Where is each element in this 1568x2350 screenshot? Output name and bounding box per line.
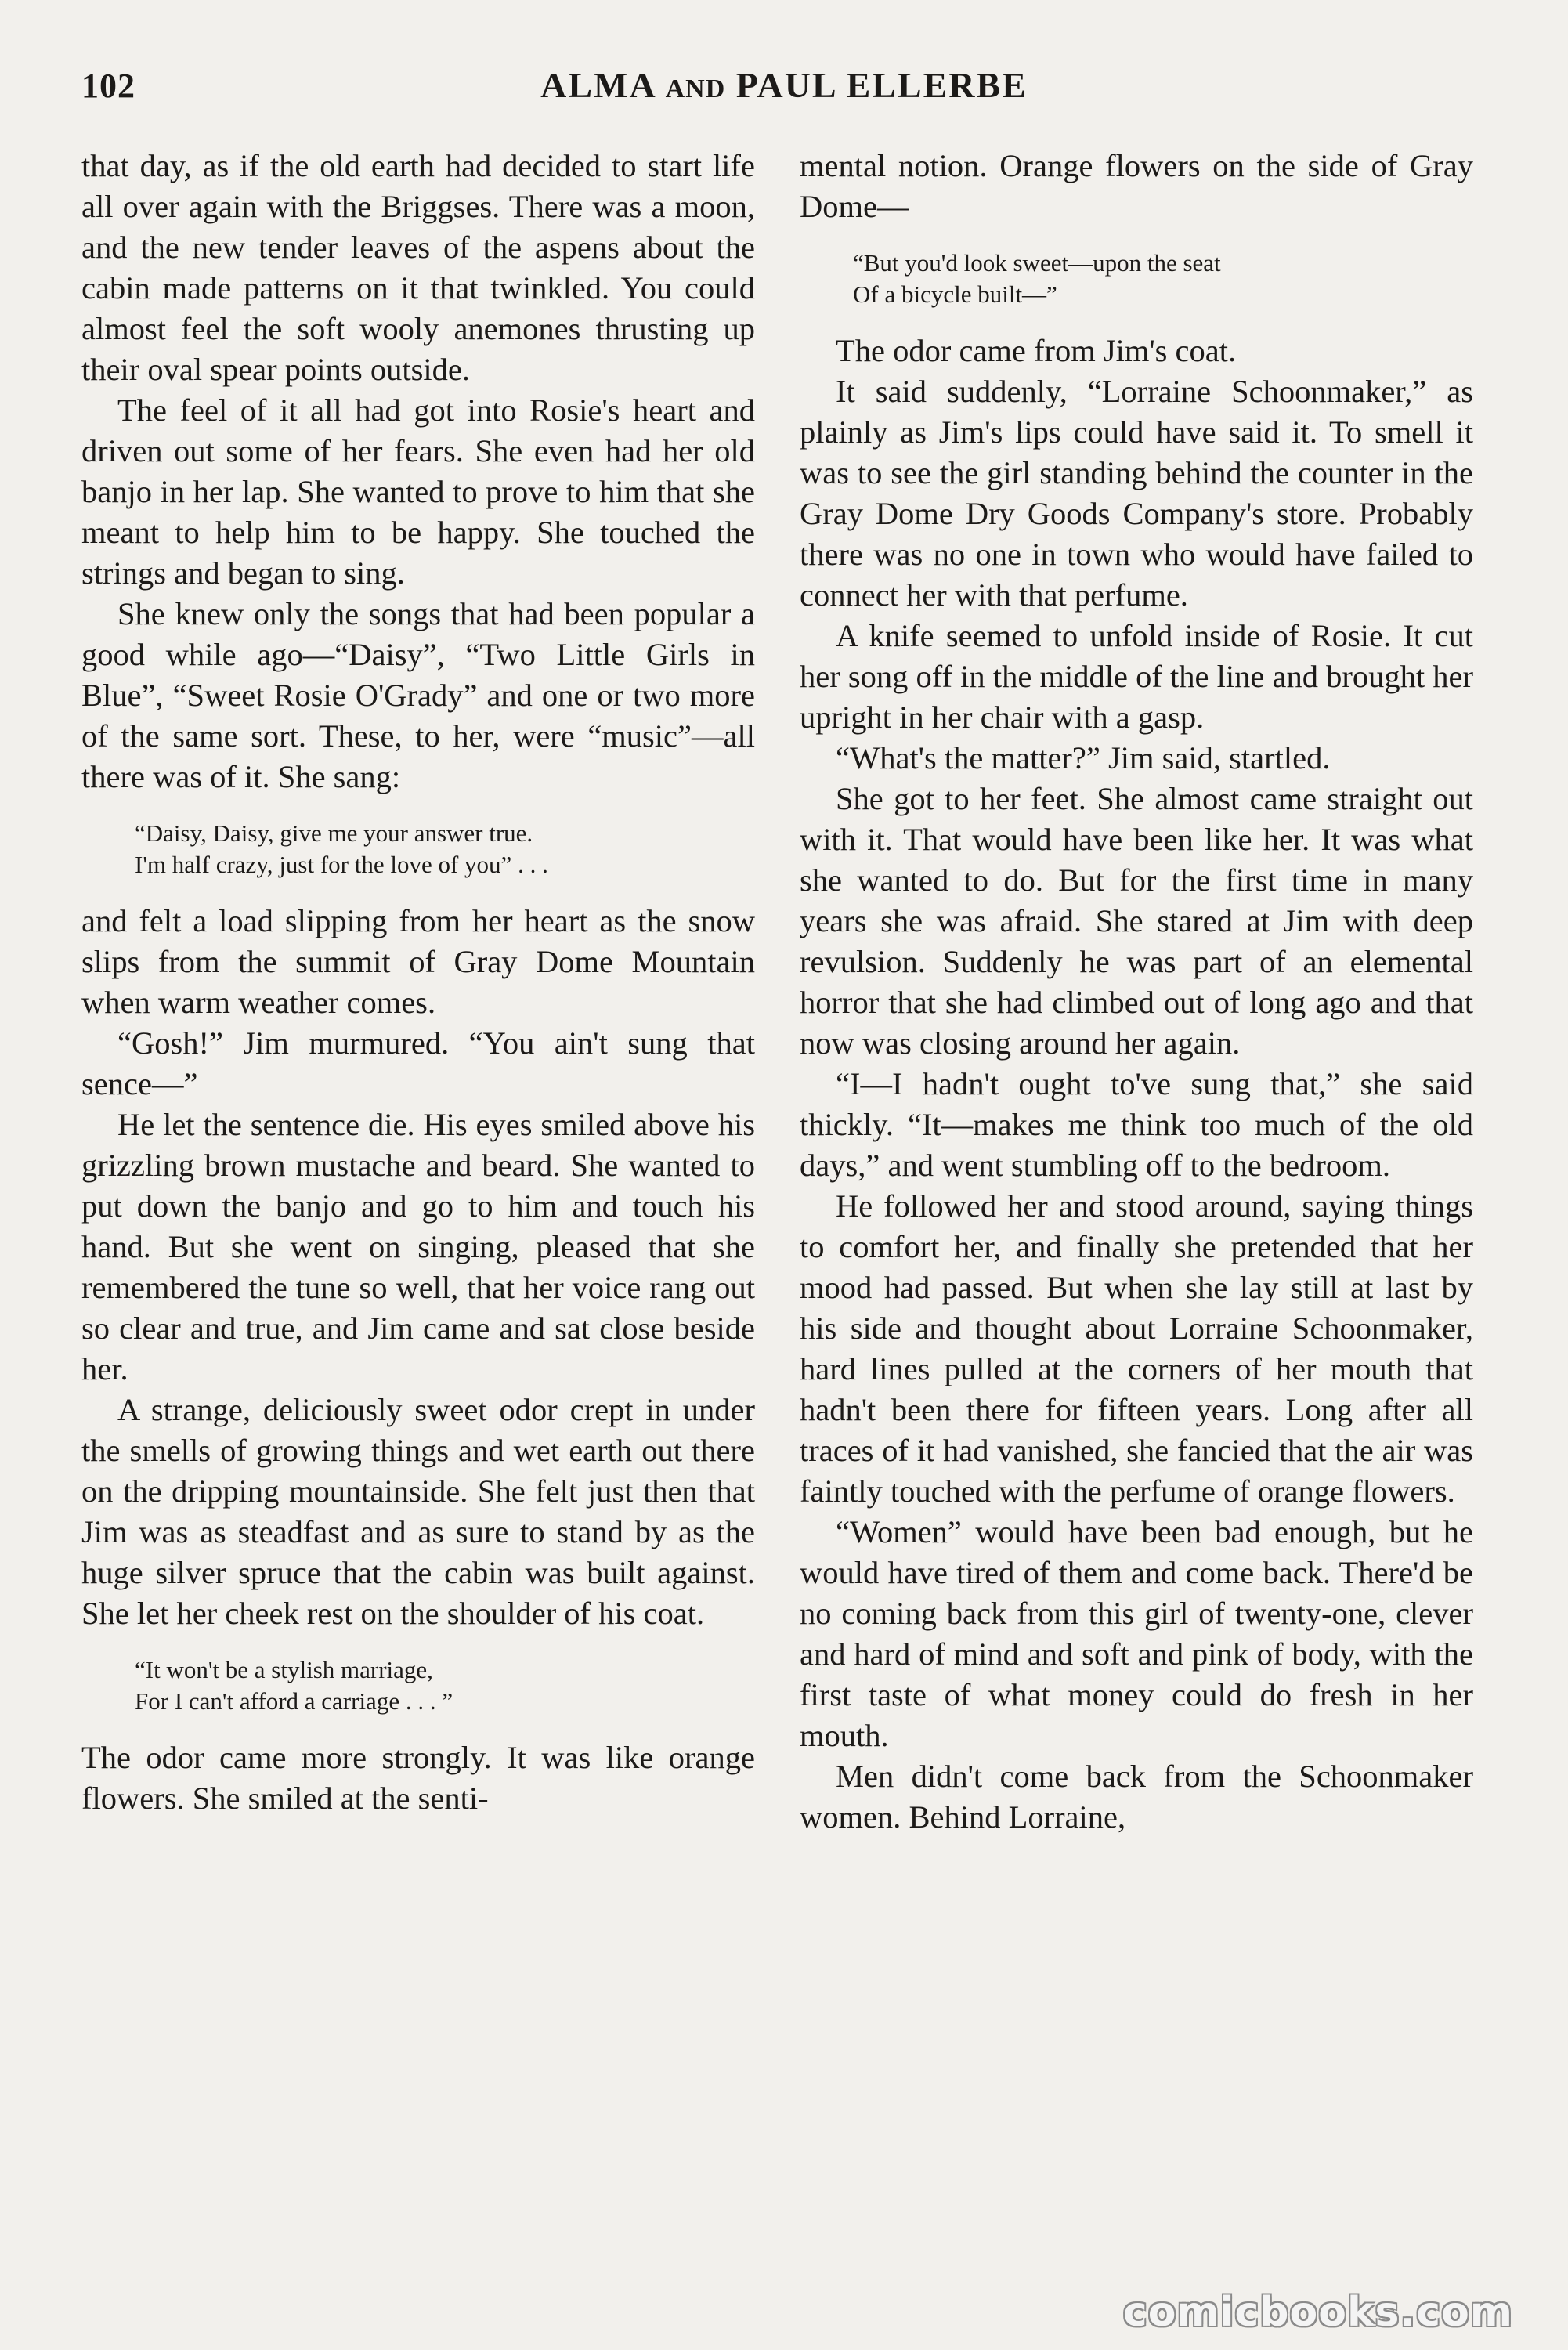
running-head-author-first: ALMA	[540, 65, 656, 105]
paragraph: The odor came from Jim's coat.	[836, 333, 1237, 368]
right-column	[800, 146, 1473, 1838]
paragraph: “Gosh!” Jim murmured. “You ain't sung that sence—”	[81, 1025, 755, 1101]
song-verse: “Daisy, Daisy, give me your answer true. I'm half crazy, just for the love of you” . . .	[135, 819, 548, 878]
paragraph: Men didn't come back from the Schoonmaker women. Behind Lorraine,	[800, 1759, 1473, 1835]
paragraph: The feel of it all had got into Rosie's heart and driven out some of her fears. She even had her old banjo in her lap. She wanted to prove to him that she meant to help him to be happy. She touched the strings and began to sing.	[81, 392, 755, 591]
paragraph: “Women” would have been bad enough, but he would have tired of them and come back. There'd be no coming back from this girl of twenty-one, clever and hard of mind and soft and pink of body, with the first taste of what money could do fresh in her mouth.	[800, 1514, 1473, 1753]
paragraph: “I—I hadn't ought to've sung that,” she said thickly. “It—makes me think too much of the old days,” and went stumbling off to the bedroom.	[800, 1066, 1473, 1183]
paragraph: The odor came more strongly. It was like orange flowers. She smiled at the senti-	[81, 1740, 755, 1816]
paragraph: “What's the matter?” Jim said, startled.	[836, 740, 1331, 776]
running-head-author-rest: PAUL ELLERBE	[735, 65, 1028, 105]
paragraph: He let the sentence die. His eyes smiled above his grizzling brown mustache and beard. She wanted to put down the banjo and go to him and touch his hand. But she went on singing, pleased that she remembered the tune so well, that her voice rang out so clear and true, and Jim came and sat close beside her.	[81, 1107, 755, 1386]
paragraph: He followed her and stood around, saying things to comfort her, and finally she pretended that her mood had passed. But when she lay still at last by his side and thought about Lorraine Schoonmaker, hard lines pulled at the corners of her mouth that hadn't been there for fifteen years. Long after all traces of it had vanished, she fancied that the air was faintly touched with the perfume of orange flowers.	[800, 1188, 1473, 1509]
song-verse: “But you'd look sweet—upon the seat Of a bicycle built—”	[853, 249, 1221, 308]
paragraph: and felt a load slipping from her heart as the snow slips from the summit of Gray Dome Mountain when warm weather comes.	[81, 903, 755, 1020]
page-number: 102	[81, 67, 135, 105]
running-head-and: AND	[665, 74, 726, 103]
paragraph: A strange, deliciously sweet odor crept in under the smells of growing things and wet earth out there on the dripping mountainside. She felt just then that Jim was as steadfast and as sure to stand by as the huge silver spruce that the cabin was built against. She let her cheek rest on the shoulder of his coat.	[81, 1392, 755, 1631]
paragraph: mental notion. Orange flowers on the side of Gray Dome—	[800, 148, 1473, 224]
paragraph: A knife seemed to unfold inside of Rosie. It cut her song off in the middle of the line and brought her upright in her chair with a gasp.	[800, 618, 1473, 735]
song-verse: “It won't be a stylish marriage, For I can't afford a carriage . . . ”	[135, 1656, 453, 1715]
paragraph: It said suddenly, “Lorraine Schoonmaker,” as plainly as Jim's lips could have said it. To smell it was to see the girl standing behind the counter in the Gray Dome Dry Goods Company's store. Probably there was no one in town who would have failed to connect her with that perfume.	[800, 374, 1473, 613]
paragraph: She knew only the songs that had been popular a good while ago—“Daisy”, “Two Little Girls in Blue”, “Sweet Rosie O'Grady” and one or two more of the same sort. These, to her, were “music”—all there was of it. She sang:	[81, 596, 755, 794]
paragraph: She got to her feet. She almost came straight out with it. That would have been like her. It was what she wanted to do. But for the first time in many years she was afraid. She stared at Jim with deep revulsion. Suddenly he was part of an elemental horror that she had climbed out of long ago and that now was closing around her again.	[800, 781, 1473, 1061]
running-head	[0, 64, 1568, 106]
left-column	[81, 146, 755, 1819]
paragraph: that day, as if the old earth had decided to start life all over again with the Briggses. There was a moon, and the new tender leaves of the aspens about the cabin made patterns on it that twinkled. You could almost feel the soft wooly anemones thrusting up their oval spear points outside.	[81, 148, 755, 387]
watermark: comicbooks.com	[1122, 2289, 1513, 2336]
